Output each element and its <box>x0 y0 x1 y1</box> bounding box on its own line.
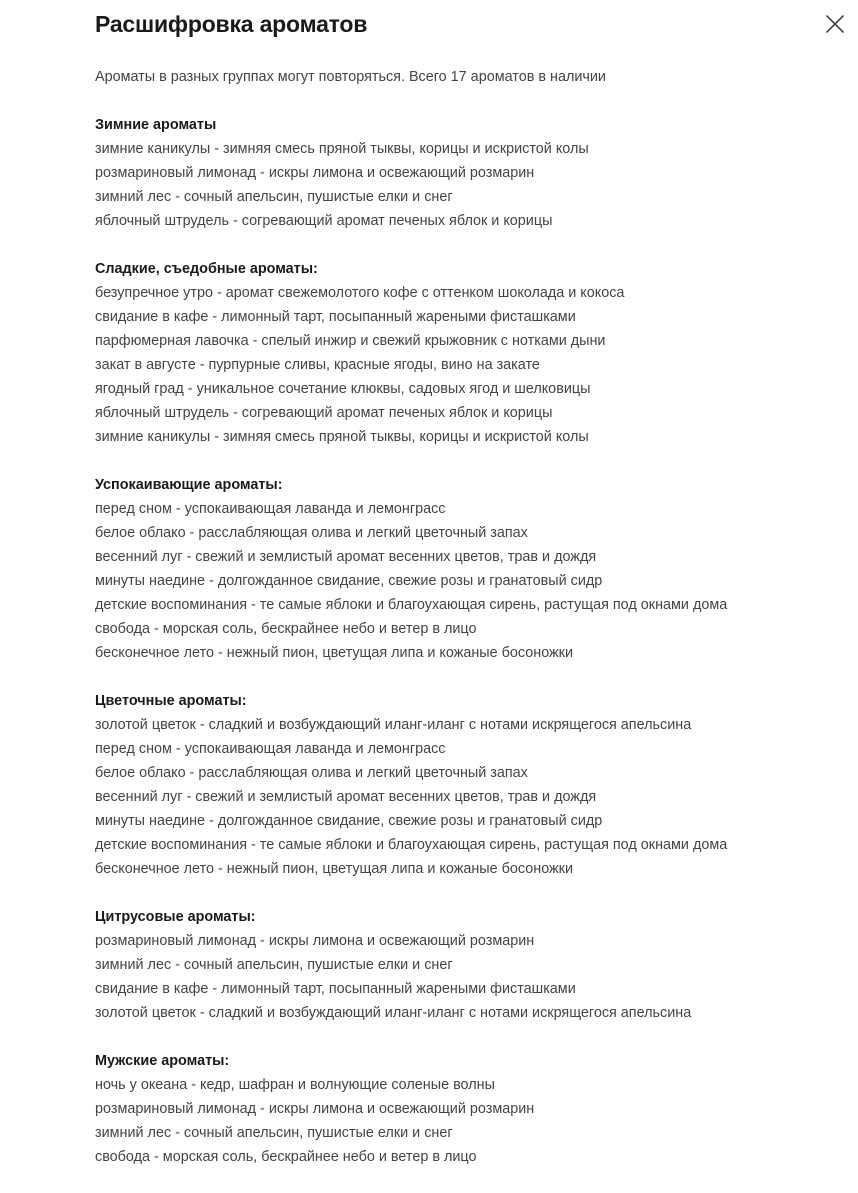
aroma-list-item: золотой цветок - сладкий и возбуждающий иланг-иланг с нотами искрящегося апельсина <box>95 1005 692 1021</box>
aroma-groups <box>95 113 835 1169</box>
aroma-group <box>95 257 835 449</box>
aroma-group-title: Мужские ароматы: <box>95 1053 230 1069</box>
aroma-group-title: Цитрусовые ароматы: <box>95 909 256 925</box>
aroma-group-title: Сладкие, съедобные ароматы: <box>95 261 318 277</box>
aroma-list <box>95 497 835 665</box>
aroma-list-item: золотой цветок - сладкий и возбуждающий иланг-иланг с нотами искрящегося апельсина <box>95 717 692 733</box>
aroma-list <box>95 713 835 881</box>
aroma-list-item: минуты наедине - долгожданное свидание, свежие розы и гранатовый сидр <box>95 573 603 589</box>
aroma-list-item: яблочный штрудель - согревающий аромат печеных яблок и корицы <box>95 405 553 421</box>
aroma-list-item: белое облако - расслабляющая олива и легкий цветочный запах <box>95 765 528 781</box>
aroma-group <box>95 905 835 1025</box>
aroma-list-item: зимний лес - сочный апельсин, пушистые елки и снег <box>95 189 453 205</box>
aroma-list-item: парфюмерная лавочка - спелый инжир и свежий крыжовник с нотками дыни <box>95 333 606 349</box>
aroma-list-item: весенний луг - свежий и землистый аромат весенних цветов, трав и дождя <box>95 549 597 565</box>
aroma-list-item: детские воспоминания - те самые яблоки и благоухающая сирень, растущая под окнами дома <box>95 597 728 613</box>
aroma-list-item: розмариновый лимонад - искры лимона и освежающий розмарин <box>95 1101 535 1117</box>
modal-content <box>95 65 835 1193</box>
aroma-list-item: свидание в кафе - лимонный тарт, посыпанный жареными фисташками <box>95 309 576 325</box>
aroma-list-item: бесконечное лето - нежный пион, цветущая липа и кожаные босоножки <box>95 861 574 877</box>
close-button[interactable] <box>822 11 848 37</box>
aroma-group <box>95 473 835 665</box>
aroma-group-title: Цветочные ароматы: <box>95 693 247 709</box>
aroma-list-item: ночь у океана - кедр, шафран и волнующие соленые волны <box>95 1077 495 1093</box>
modal-title: Расшифровка ароматов <box>95 11 368 37</box>
aroma-list-item: зимний лес - сочный апельсин, пушистые елки и снег <box>95 957 453 973</box>
aroma-group-title: Зимние ароматы <box>95 117 217 133</box>
aroma-list-item: бесконечное лето - нежный пион, цветущая липа и кожаные босоножки <box>95 645 574 661</box>
aroma-group-title: Успокаивающие ароматы: <box>95 477 283 493</box>
aroma-list-item: зимние каникулы - зимняя смесь пряной тыквы, корицы и искристой колы <box>95 141 589 157</box>
aroma-list <box>95 281 835 449</box>
aroma-group <box>95 689 835 881</box>
aroma-list-item: зимний лес - сочный апельсин, пушистые елки и снег <box>95 1125 453 1141</box>
aroma-group <box>95 113 835 233</box>
aroma-list-item: закат в августе - пурпурные сливы, красные ягоды, вино на закате <box>95 357 540 373</box>
aroma-list-item: весенний луг - свежий и землистый аромат весенних цветов, трав и дождя <box>95 789 597 805</box>
aroma-list-item: минуты наедине - долгожданное свидание, свежие розы и гранатовый сидр <box>95 813 603 829</box>
aroma-list-item: безупречное утро - аромат свежемолотого кофе с оттенком шоколада и кокоса <box>95 285 625 301</box>
aroma-list-item: перед сном - успокаивающая лаванда и лемонграсс <box>95 501 446 517</box>
aroma-list <box>95 137 835 233</box>
aroma-list-item: свидание в кафе - лимонный тарт, посыпанный жареными фисташками <box>95 981 576 997</box>
aroma-list <box>95 929 835 1025</box>
aroma-list-item: розмариновый лимонад - искры лимона и освежающий розмарин <box>95 933 535 949</box>
aroma-list-item: белое облако - расслабляющая олива и легкий цветочный запах <box>95 525 528 541</box>
intro-text: Ароматы в разных группах могут повторяться. Всего 17 ароматов в наличии <box>95 69 606 85</box>
aroma-list-item: зимние каникулы - зимняя смесь пряной тыквы, корицы и искристой колы <box>95 429 589 445</box>
aroma-list-item: свобода - морская соль, бескрайнее небо и ветер в лицо <box>95 1149 477 1165</box>
aroma-list-item: свобода - морская соль, бескрайнее небо и ветер в лицо <box>95 621 477 637</box>
aroma-group <box>95 1049 835 1169</box>
aroma-list-item: перед сном - успокаивающая лаванда и лемонграсс <box>95 741 446 757</box>
aroma-list <box>95 1073 835 1169</box>
aroma-list-item: ягодный град - уникальное сочетание клюквы, садовых ягод и шелковицы <box>95 381 591 397</box>
close-icon <box>822 11 848 37</box>
aroma-list-item: розмариновый лимонад - искры лимона и освежающий розмарин <box>95 165 535 181</box>
aroma-list-item: яблочный штрудель - согревающий аромат печеных яблок и корицы <box>95 213 553 229</box>
aroma-list-item: детские воспоминания - те самые яблоки и благоухающая сирень, растущая под окнами дома <box>95 837 728 853</box>
